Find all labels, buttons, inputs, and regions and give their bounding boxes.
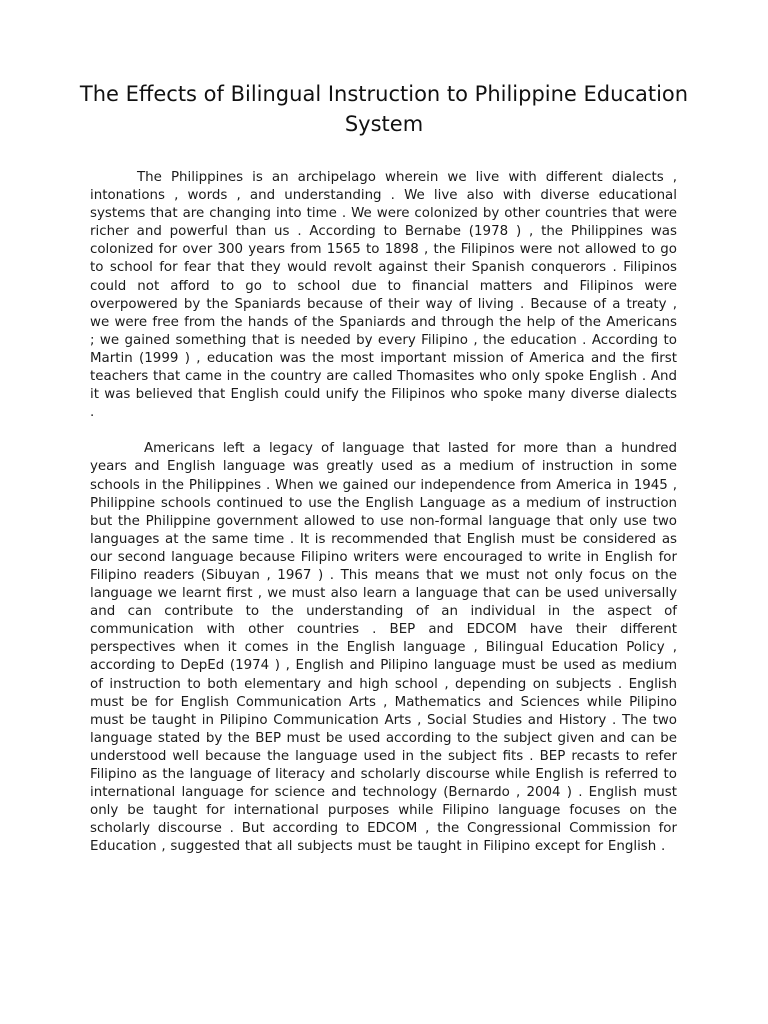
paragraph-2: Americans left a legacy of language that lasted for more than a hundred years and English language was greatly used as a medium of instruction in some schools in the Philippines . When we gained our independence from America in 1945 , Philippine schools continued to use the English Language as a medium of instruction but the Philippine government allowed to use non-formal language that only use two languages at the same time . It is recommended that English must be considered as our second language because Filipino writers were encouraged to write in English for Filipino readers (Sibuyan , 1967 ) . This means that we must not only focus on the language we learnt first , we must also learn a language that can be used universally and can contribute to the understanding of an individual in the aspect of communication with other countries . BEP and EDCOM have their different perspectives when it comes in the English language , Bilingual Education Policy , according to DepEd (1974 ) , English and Pilipino language must be used as medium of instruction to both elementary and high school , depending on subjects . English must be for English Communication Arts , Mathematics and Sciences while Pilipino must be taught in Pilipino Communication Arts , Social Studies and History . The two language stated by the BEP must be used according to the subject given and can be understood well because the language used in the subject fits . BEP recasts to refer Filipino as the language of literacy and scholarly discourse while English is referred to international language for science and technology (Bernardo , 2004 ) . English must only be taught for international purposes while Filipino language focuses on the scholarly discourse . But according to EDCOM , the Congressional Commission for Education , suggested that all subjects must be taught in Filipino except for English .	[90, 441, 677, 855]
document-title: The Effects of Bilingual Instruction to Philippine Education System	[79, 82, 689, 136]
paragraph-1: The Philippines is an archipelago wherein we live with different dialects , intonations , words , and understanding . We live also with diverse educational systems that are changing into time . We were colonized by other countries that were richer and powerful than us . According to Bernabe (1978 ) , the Philippines was colonized for over 300 years from 1565 to 1898 , the Filipinos were not allowed to go to school for fear that they would revolt against their Spanish conquerors . Filipinos could not afford to go to school due to financial matters and Filipinos were overpowered by the Spaniards because of their way of living . Because of a treaty , we were free from the hands of the Spaniards and through the help of the Americans ; we gained something that is needed by every Filipino , the education . According to Martin (1999 ) , education was the most important mission of America and the first teachers that came in the country are called Thomasites who only spoke English . And it was believed that English could unify the Filipinos who spoke many diverse dialects .	[90, 170, 677, 421]
document-body	[90, 169, 677, 856]
